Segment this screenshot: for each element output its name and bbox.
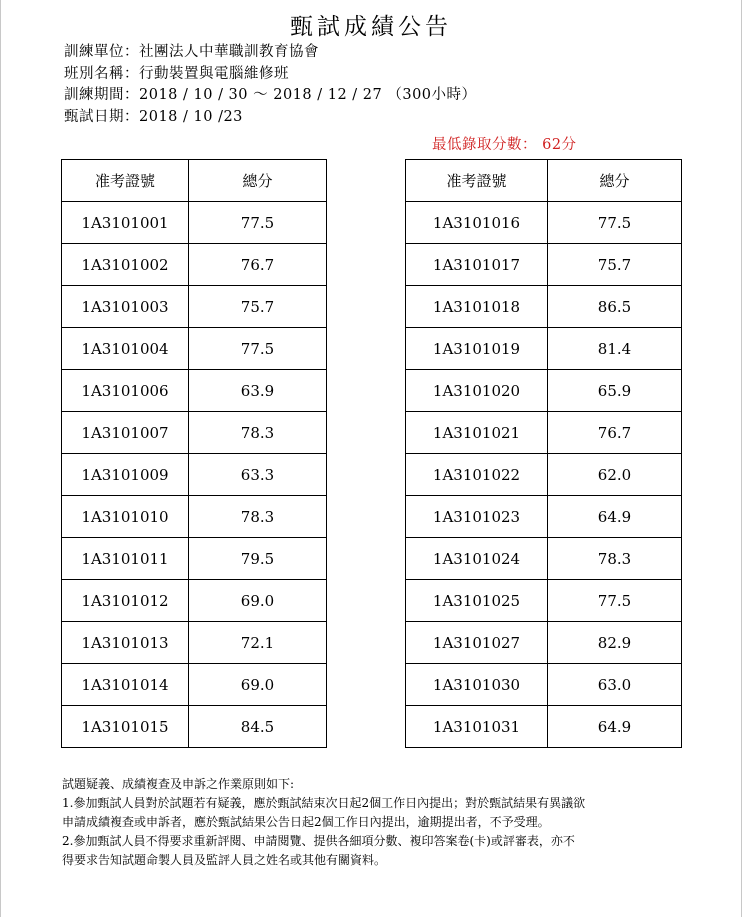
table-row: [62, 202, 327, 244]
total-score-cell: 77.5: [189, 328, 327, 370]
total-score-cell: 78.3: [189, 412, 327, 454]
class-name: 班別名稱：行動裝置與電腦維修班: [64, 65, 289, 82]
total-score-cell: 77.5: [548, 580, 682, 622]
exam-id-cell: 1A3101006: [62, 370, 189, 412]
total-score-cell: 62.0: [548, 454, 682, 496]
column-header-exam-id: 准考證號: [62, 160, 189, 202]
exam-date: 甄試日期：2018 / 10 /23: [64, 108, 243, 125]
exam-id-cell: 1A3101018: [406, 286, 548, 328]
exam-id-cell: 1A3101020: [406, 370, 548, 412]
table-row: [406, 706, 682, 748]
exam-id-cell: 1A3101022: [406, 454, 548, 496]
total-score-cell: 75.7: [189, 286, 327, 328]
total-score-cell: 82.9: [548, 622, 682, 664]
table-row: [406, 202, 682, 244]
table-row: [62, 328, 327, 370]
total-score-cell: 78.3: [548, 538, 682, 580]
column-header-total-score: 總分: [548, 160, 682, 202]
total-score-cell: 76.7: [189, 244, 327, 286]
exam-id-cell: 1A3101013: [62, 622, 189, 664]
exam-id-cell: 1A3101010: [62, 496, 189, 538]
total-score-cell: 79.5: [189, 538, 327, 580]
notes-line: 申請成績複查或申訴者，應於甄試結果公告日起2個工作日內提出，逾期提出者，不予受理。: [62, 815, 550, 829]
total-score-cell: 64.9: [548, 706, 682, 748]
table-row: [406, 244, 682, 286]
table-row: [62, 664, 327, 706]
exam-id-cell: 1A3101001: [62, 202, 189, 244]
exam-id-cell: 1A3101023: [406, 496, 548, 538]
exam-id-cell: 1A3101025: [406, 580, 548, 622]
exam-id-cell: 1A3101007: [62, 412, 189, 454]
table-row: [62, 244, 327, 286]
total-score-cell: 77.5: [189, 202, 327, 244]
notes-line: 得要求告知試題命製人員及監評人員之姓名或其他有關資料。: [62, 853, 387, 867]
total-score-cell: 63.9: [189, 370, 327, 412]
table-row: [62, 370, 327, 412]
total-score-cell: 63.3: [189, 454, 327, 496]
total-score-cell: 63.0: [548, 664, 682, 706]
table-row: [406, 454, 682, 496]
exam-id-cell: 1A3101002: [62, 244, 189, 286]
table-header-row: [406, 160, 682, 202]
training-unit: 訓練單位：社團法人中華職訓教育協會: [64, 44, 319, 60]
exam-id-cell: 1A3101017: [406, 244, 548, 286]
total-score-cell: 78.3: [189, 496, 327, 538]
table-row: [406, 664, 682, 706]
total-score-cell: 81.4: [548, 328, 682, 370]
table-row: [406, 412, 682, 454]
total-score-cell: 65.9: [548, 370, 682, 412]
exam-id-cell: 1A3101027: [406, 622, 548, 664]
table-row: [62, 412, 327, 454]
table-header-row: [62, 160, 327, 202]
exam-id-cell: 1A3101021: [406, 412, 548, 454]
column-header-exam-id: 准考證號: [406, 160, 548, 202]
table-row: [406, 370, 682, 412]
page-edge-left: [0, 0, 1, 917]
table-row: [406, 328, 682, 370]
table-row: [406, 286, 682, 328]
exam-id-cell: 1A3101015: [62, 706, 189, 748]
total-score-cell: 64.9: [548, 496, 682, 538]
total-score-cell: 84.5: [189, 706, 327, 748]
total-score-cell: 76.7: [548, 412, 682, 454]
total-score-cell: 72.1: [189, 622, 327, 664]
table-row: [406, 496, 682, 538]
score-table-right: [405, 159, 682, 748]
table-row: [62, 286, 327, 328]
exam-id-cell: 1A3101003: [62, 286, 189, 328]
notes-line: 1.參加甄試人員對於試題若有疑義，應於甄試結束次日起2個工作日內提出；對於甄試結果有異議欲: [62, 796, 586, 810]
exam-id-cell: 1A3101009: [62, 454, 189, 496]
total-score-cell: 69.0: [189, 664, 327, 706]
table-row: [62, 622, 327, 664]
table-row: [62, 454, 327, 496]
training-info: [64, 42, 477, 128]
notes-line: 2.參加甄試人員不得要求重新評閱、申請閱覽、提供各細項分數、複印答案卷(卡)或評審表，亦不: [62, 834, 575, 848]
total-score-cell: 86.5: [548, 286, 682, 328]
page-title: 甄試成績公告: [290, 14, 452, 40]
total-score-cell: 77.5: [548, 202, 682, 244]
table-row: [406, 580, 682, 622]
exam-id-cell: 1A3101014: [62, 664, 189, 706]
table-row: [62, 538, 327, 580]
exam-id-cell: 1A3101024: [406, 538, 548, 580]
training-period: 訓練期間：2018 / 10 / 30 ～ 2018 / 12 / 27 （300小時）: [64, 87, 477, 103]
exam-id-cell: 1A3101016: [406, 202, 548, 244]
exam-id-cell: 1A3101019: [406, 328, 548, 370]
exam-id-cell: 1A3101004: [62, 328, 189, 370]
exam-id-cell: 1A3101011: [62, 538, 189, 580]
minimum-admission-score: 最低錄取分數： 62分: [432, 137, 577, 153]
exam-id-cell: 1A3101030: [406, 664, 548, 706]
score-table-left: [61, 159, 327, 748]
table-row: [62, 706, 327, 748]
table-row: [406, 622, 682, 664]
notes-heading: 試題疑義、成績複查及申訴之作業原則如下:: [62, 777, 295, 791]
exam-id-cell: 1A3101012: [62, 580, 189, 622]
table-row: [62, 580, 327, 622]
table-row: [62, 496, 327, 538]
column-header-total-score: 總分: [189, 160, 327, 202]
total-score-cell: 69.0: [189, 580, 327, 622]
total-score-cell: 75.7: [548, 244, 682, 286]
appeal-notes: [62, 775, 722, 870]
table-row: [406, 538, 682, 580]
exam-id-cell: 1A3101031: [406, 706, 548, 748]
